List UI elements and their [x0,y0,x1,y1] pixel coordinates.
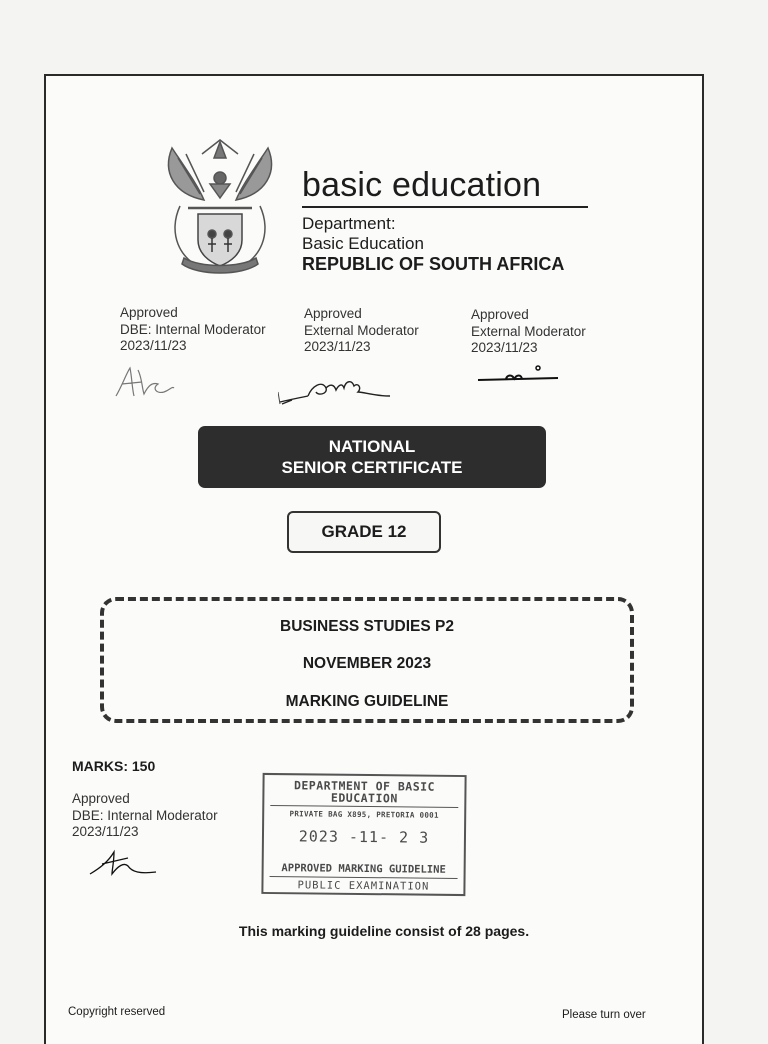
approval-date: 2023/11/23 [120,338,187,353]
brand-title: basic education [302,166,542,204]
approval-status: Approved [304,306,362,321]
approval-date: 2023/11/23 [72,824,139,839]
certificate-line-2: SENIOR CERTIFICATE [281,458,463,477]
signature-bottom-moderator [88,848,160,880]
page-count-note: This marking guideline consist of 28 pages. [238,923,530,939]
approval-status: Approved [120,305,178,320]
approval-role: External Moderator [471,323,586,339]
approval-date: 2023/11/23 [304,339,371,354]
footer-turn-over: Please turn over [562,1009,646,1021]
approval-status: Approved [471,307,529,322]
brand-underline [302,206,588,208]
country-name: REPUBLIC OF SOUTH AFRICA [302,254,565,274]
approval-role: External Moderator [304,322,419,338]
approval-date: 2023/11/23 [471,340,538,355]
approval-external-moderator-1 [304,306,419,356]
signature-external-moderator-2 [476,364,562,388]
stamp-date: 2023 -11- 2 3 [298,827,430,847]
grade-badge: GRADE 12 [287,511,441,553]
approval-bottom-internal-moderator [72,791,218,841]
certificate-line-1: NATIONAL [328,437,416,456]
department-name: Basic Education [302,234,424,253]
stamp-address: PRIVATE BAG X895, PRETORIA 0001 [289,809,439,820]
stamp-exam: PUBLIC EXAMINATION [297,879,430,893]
certificate-banner [198,426,546,488]
approval-role: DBE: Internal Moderator [120,321,266,337]
approval-role: DBE: Internal Moderator [72,807,218,823]
footer-copyright: Copyright reserved [68,1006,166,1018]
paper-title: BUSINESS STUDIES P2 [280,618,454,635]
subject-box [100,597,634,723]
signature-external-moderator-1 [278,374,394,406]
stamp-education: EDUCATION [330,790,398,806]
approval-internal-moderator [120,305,266,355]
document-type: MARKING GUIDELINE [285,693,449,710]
approval-status: Approved [72,791,130,806]
signature-internal-moderator [112,364,178,402]
stamp-department: DEPARTMENT OF BASIC [293,778,436,794]
approval-stamp [261,773,466,896]
total-marks: MARKS: 150 [72,758,156,774]
stamp-status: APPROVED MARKING GUIDELINE [281,862,446,876]
approval-external-moderator-2 [471,307,586,357]
coat-of-arms-icon [158,136,282,278]
exam-session: NOVEMBER 2023 [302,655,432,672]
department-label: Department: [302,214,396,233]
